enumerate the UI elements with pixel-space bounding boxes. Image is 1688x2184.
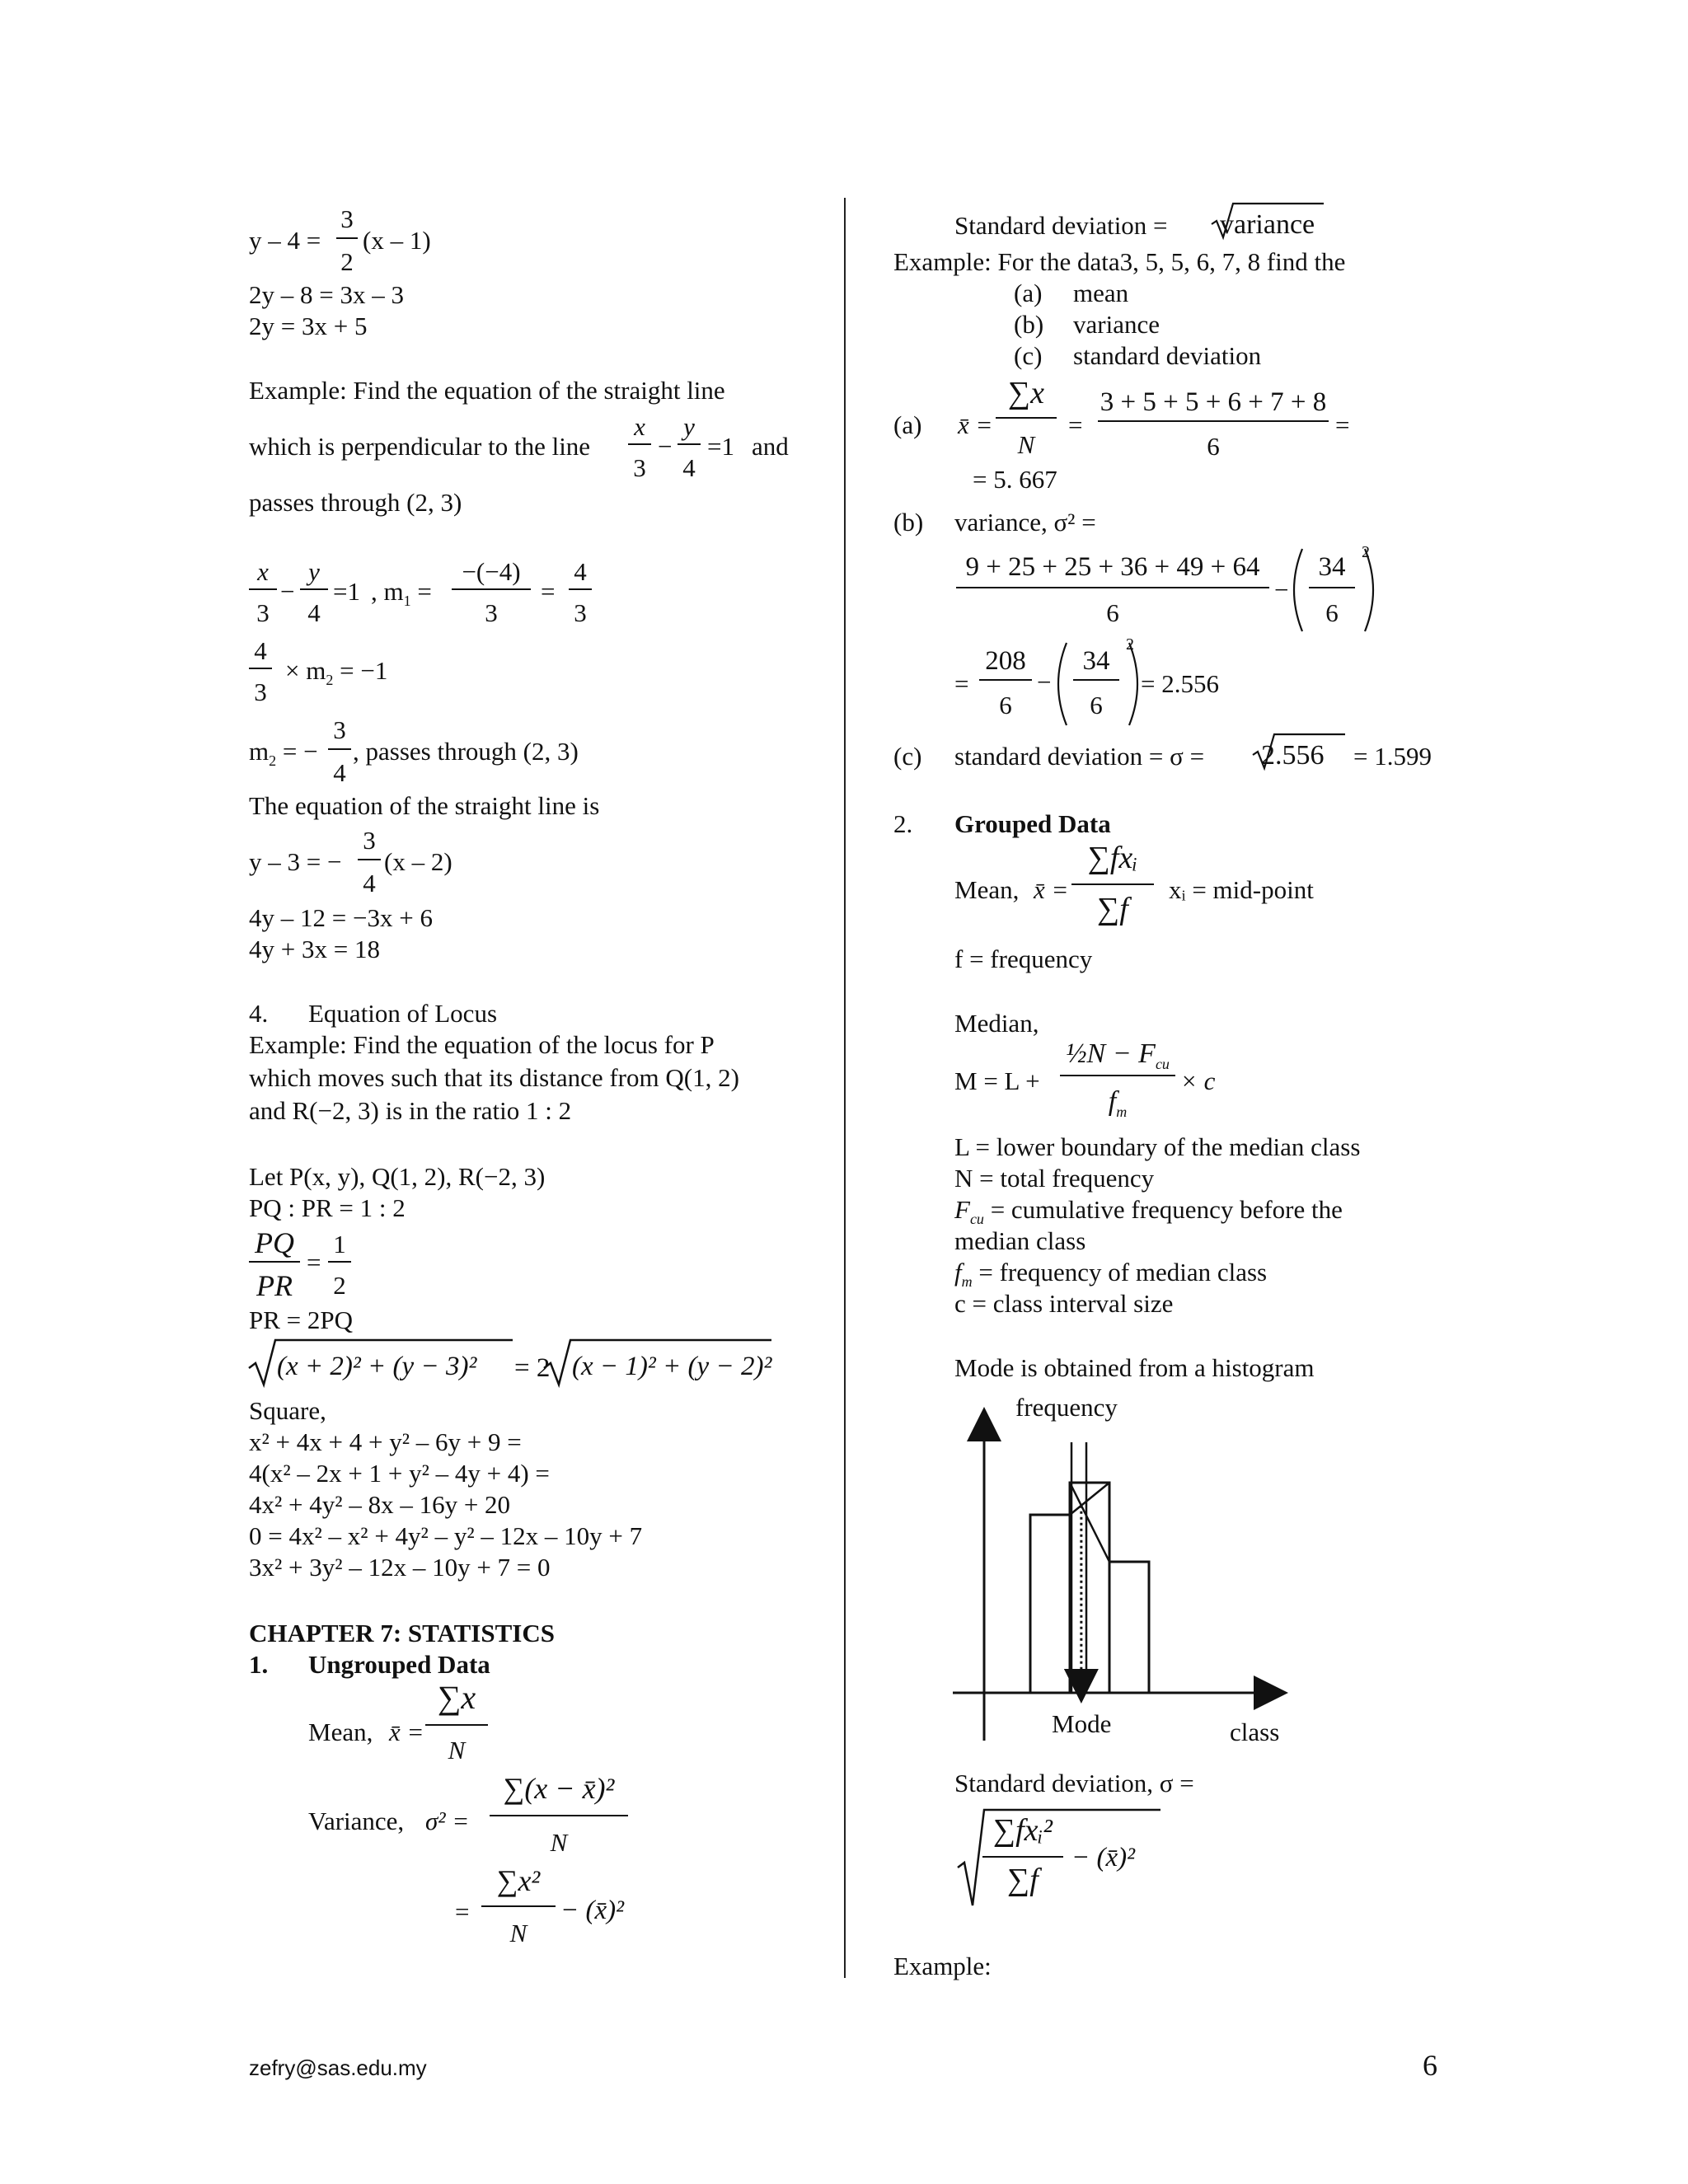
formula-label: Standard deviation, σ = bbox=[954, 1769, 1194, 1797]
example-text: which moves such that its distance from Q(1, 2) bbox=[249, 1063, 739, 1092]
fraction-bar bbox=[336, 237, 358, 239]
fraction-numerator: 4 bbox=[574, 557, 587, 586]
equation-text: x̄ = bbox=[1034, 875, 1069, 904]
body-text: The equation of the straight line is bbox=[249, 791, 600, 820]
fraction-bar bbox=[452, 588, 531, 590]
fraction-bar bbox=[996, 417, 1057, 419]
fraction-numerator: y bbox=[308, 557, 320, 586]
result-text: = 2.556 bbox=[1141, 669, 1219, 698]
fraction-numerator: 3 bbox=[363, 826, 376, 855]
fraction-denominator: N bbox=[448, 1736, 466, 1765]
fraction-denominator: 3 bbox=[633, 453, 646, 482]
fraction-bar bbox=[481, 1905, 556, 1907]
fraction-bar bbox=[982, 1856, 1063, 1858]
formula-label: Mean, bbox=[308, 1718, 373, 1746]
equation-text: , m bbox=[371, 577, 404, 606]
fraction-denominator: 4 bbox=[363, 869, 376, 898]
fraction-denominator: 3 bbox=[485, 598, 498, 627]
equation-text: y – 3 = − bbox=[249, 847, 342, 876]
footer-email[interactable]: zefry@sas.edu.my bbox=[249, 2055, 427, 2080]
equation-text: variance, σ² = bbox=[954, 508, 1096, 537]
result-text: = 1.599 bbox=[1353, 742, 1432, 771]
fraction-numerator: PQ bbox=[255, 1226, 294, 1259]
equation-text: = bbox=[455, 1897, 470, 1926]
equation-text: =1 bbox=[707, 432, 734, 461]
equation-text: M = L + bbox=[954, 1066, 1040, 1095]
option-text: mean bbox=[1073, 279, 1129, 307]
example-text: and bbox=[752, 432, 789, 461]
definition-text: median class bbox=[954, 1226, 1086, 1255]
fraction-numerator: ∑fxᵢ bbox=[1087, 841, 1138, 875]
chapter-heading: CHAPTER 7: STATISTICS bbox=[249, 1619, 555, 1647]
option-label: (a) bbox=[1014, 279, 1043, 307]
fraction-numerator: 3 + 5 + 5 + 6 + 7 + 8 bbox=[1100, 387, 1327, 417]
formula-label: Variance, bbox=[308, 1807, 405, 1835]
fraction-bar bbox=[956, 587, 1269, 588]
fraction-numerator: x bbox=[257, 557, 269, 586]
histogram-bar bbox=[1070, 1483, 1109, 1693]
histogram-bar bbox=[1109, 1562, 1149, 1693]
equation-text: (x – 1) bbox=[363, 226, 431, 255]
fraction-numerator: −(−4) bbox=[462, 557, 521, 586]
fraction-bar bbox=[569, 588, 592, 590]
fraction-denominator: 6 bbox=[1090, 691, 1103, 719]
definition-symbol: f bbox=[954, 1258, 962, 1286]
fraction-bar bbox=[328, 1261, 351, 1263]
subscript: 2 bbox=[269, 752, 277, 770]
equation-text: 0 = 4x² – x² + 4y² – y² – 12x – 10y + 7 bbox=[249, 1521, 643, 1550]
definition-text: c = class interval size bbox=[954, 1289, 1174, 1318]
fraction-bar bbox=[1098, 420, 1329, 422]
equation-text: = bbox=[541, 577, 556, 606]
fraction-numerator: ∑x² bbox=[496, 1864, 541, 1897]
option-text: standard deviation bbox=[1073, 341, 1262, 370]
exponent: 2 bbox=[1362, 543, 1370, 561]
sqrt-content: variance bbox=[1220, 209, 1315, 240]
column-divider bbox=[844, 198, 846, 1978]
equation-text: =1 bbox=[333, 577, 360, 606]
equation-text: y – 4 = bbox=[249, 226, 321, 255]
subscript: cu bbox=[1155, 1055, 1170, 1072]
fraction-denominator: PR bbox=[256, 1269, 293, 1302]
fraction-bar bbox=[300, 588, 328, 590]
equation-text: , passes through (2, 3) bbox=[353, 737, 579, 766]
fraction-bar bbox=[1071, 883, 1154, 885]
fraction-denominator: 6 bbox=[1325, 598, 1339, 627]
fraction-numerator: 3 bbox=[333, 715, 346, 744]
example-text: Example: Find the equation of the straight line bbox=[249, 376, 725, 405]
fraction-denominator: 6 bbox=[1106, 598, 1119, 627]
body-text: Mode is obtained from a histogram bbox=[954, 1353, 1315, 1382]
fraction-denominator: 3 bbox=[254, 677, 267, 706]
fraction-denominator: 3 bbox=[574, 598, 587, 627]
fraction-bar bbox=[425, 1724, 488, 1726]
equation-text: x̄ = bbox=[389, 1718, 424, 1746]
fraction-denominator: f bbox=[1108, 1086, 1117, 1117]
fraction-denominator: 6 bbox=[999, 691, 1012, 719]
equation-text: x² + 4x + 4 + y² – 6y + 9 = bbox=[249, 1427, 522, 1456]
fraction-bar bbox=[979, 679, 1032, 681]
subscript: cu bbox=[969, 1211, 984, 1228]
equation-text: = −1 bbox=[340, 656, 388, 685]
equation-text: 3x² + 3y² – 12x – 10y + 7 = 0 bbox=[249, 1553, 551, 1582]
equation-text: 4(x² – 2x + 1 + y² – 4y + 4) = bbox=[249, 1459, 550, 1488]
equation-text: 2y – 8 = 3x – 3 bbox=[249, 280, 404, 309]
equation-text: = − bbox=[282, 737, 318, 766]
fraction-numerator: 3 bbox=[340, 204, 354, 233]
equation-text: = bbox=[1335, 410, 1350, 439]
section-title: Ungrouped Data bbox=[308, 1650, 490, 1679]
equation-text: × m bbox=[285, 656, 326, 685]
equation-text: − (x̄)² bbox=[1071, 1843, 1136, 1872]
fraction-denominator: N bbox=[509, 1919, 528, 1947]
fraction-bar bbox=[249, 1261, 300, 1263]
result-text: = 5. 667 bbox=[973, 465, 1057, 494]
definition-text: f = frequency bbox=[954, 944, 1093, 973]
part-label: (c) bbox=[893, 742, 922, 771]
example-label: Example: bbox=[893, 1952, 992, 1980]
equation-text: = bbox=[417, 577, 432, 606]
fraction-numerator: ∑x bbox=[437, 1679, 476, 1716]
formula-label: Mean, bbox=[954, 875, 1020, 904]
equation-text: σ² = bbox=[425, 1807, 470, 1835]
cross-line bbox=[1070, 1483, 1109, 1562]
sqrt-content: (x − 1)² + (y − 2)² bbox=[572, 1352, 772, 1381]
fraction-bar bbox=[358, 859, 381, 860]
equation-text: = bbox=[954, 669, 969, 698]
example-text: Example: For the data3, 5, 5, 6, 7, 8 find the bbox=[893, 247, 1346, 276]
equation-text: = bbox=[1068, 410, 1083, 439]
body-text: Square, bbox=[249, 1396, 326, 1425]
fraction-denominator: 3 bbox=[256, 598, 270, 627]
section-title: Equation of Locus bbox=[308, 999, 498, 1028]
body-text: Let P(x, y), Q(1, 2), R(−2, 3) bbox=[249, 1162, 546, 1191]
section-number: 2. bbox=[893, 809, 913, 838]
option-label: (b) bbox=[1014, 310, 1044, 339]
section-title: Grouped Data bbox=[954, 809, 1111, 838]
equation-text: × c bbox=[1180, 1066, 1216, 1095]
sqrt-content: 2.556 bbox=[1261, 740, 1325, 771]
equation-text: x̄ = bbox=[958, 410, 993, 439]
subscript: 1 bbox=[403, 593, 411, 610]
page-number: 6 bbox=[1423, 2049, 1437, 2082]
equation-text: = 2 bbox=[514, 1353, 551, 1383]
histogram-mode-label: Mode bbox=[1052, 1709, 1112, 1738]
fraction-denominator: 4 bbox=[682, 453, 696, 482]
definition-symbol: F bbox=[954, 1195, 970, 1224]
sqrt-content: (x + 2)² + (y − 3)² bbox=[277, 1352, 477, 1381]
option-label: (c) bbox=[1014, 341, 1043, 370]
fraction-bar bbox=[490, 1815, 628, 1816]
fraction-bar bbox=[678, 443, 701, 445]
fraction-numerator: y bbox=[683, 412, 695, 441]
histogram-bar bbox=[1030, 1515, 1070, 1693]
equation-text: standard deviation = σ = bbox=[954, 742, 1205, 771]
equation-text: PR = 2PQ bbox=[249, 1305, 354, 1334]
section-number: 1. bbox=[249, 1650, 269, 1679]
fraction-denominator: N bbox=[550, 1828, 568, 1857]
fraction-bar bbox=[1309, 587, 1355, 588]
fraction-numerator: x bbox=[634, 412, 645, 441]
fraction-bar bbox=[249, 668, 272, 669]
definition-text: xᵢ = mid-point bbox=[1169, 875, 1314, 904]
cross-line bbox=[1070, 1483, 1109, 1515]
definition-text: = cumulative frequency before the bbox=[990, 1195, 1343, 1224]
fraction-bar bbox=[628, 443, 651, 445]
formula-label: Median, bbox=[954, 1009, 1039, 1038]
fraction-bar bbox=[1073, 679, 1119, 681]
fraction-numerator: 9 + 25 + 25 + 36 + 49 + 64 bbox=[965, 552, 1260, 582]
equation-text: PQ : PR = 1 : 2 bbox=[249, 1193, 406, 1222]
definition-text: = frequency of median class bbox=[978, 1258, 1268, 1286]
histogram-graphic bbox=[940, 1393, 1294, 1755]
definition-text: L = lower boundary of the median class bbox=[954, 1132, 1361, 1161]
fraction-denominator: ∑f bbox=[1097, 892, 1128, 926]
equation-text: 4x² + 4y² – 8x – 16y + 20 bbox=[249, 1490, 511, 1519]
example-text: passes through (2, 3) bbox=[249, 488, 462, 517]
fraction-numerator: ½N − F bbox=[1066, 1038, 1156, 1069]
histogram-y-label: frequency bbox=[1015, 1393, 1118, 1422]
formula-label: Standard deviation = bbox=[954, 211, 1168, 240]
equation-text: m bbox=[249, 737, 270, 766]
fraction-denominator: 4 bbox=[307, 598, 321, 627]
part-label: (b) bbox=[893, 508, 924, 537]
equation-text: − bbox=[1274, 575, 1289, 604]
fraction-bar bbox=[328, 748, 351, 750]
fraction-denominator: 4 bbox=[333, 758, 346, 787]
fraction-numerator: ∑(x − x̄)² bbox=[503, 1772, 615, 1805]
fraction-denominator: N bbox=[1017, 430, 1035, 459]
fraction-numerator: 34 bbox=[1318, 552, 1346, 582]
definition-text: N = total frequency bbox=[954, 1164, 1155, 1193]
fraction-numerator: 4 bbox=[254, 636, 267, 665]
equation-text: (x – 2) bbox=[384, 847, 452, 876]
fraction-denominator: 6 bbox=[1207, 432, 1220, 461]
fraction-denominator: ∑f bbox=[1007, 1863, 1039, 1897]
fraction-numerator: 208 bbox=[985, 646, 1026, 676]
exponent: 2 bbox=[1126, 635, 1134, 654]
example-text: and R(−2, 3) is in the ratio 1 : 2 bbox=[249, 1096, 572, 1125]
part-label: (a) bbox=[893, 410, 922, 439]
equation-text: 2y = 3x + 5 bbox=[249, 312, 368, 340]
subscript: m bbox=[961, 1273, 973, 1291]
fraction-numerator: ∑x bbox=[1008, 376, 1044, 410]
fraction-bar bbox=[1060, 1075, 1175, 1076]
fraction-numerator: 1 bbox=[333, 1230, 346, 1258]
subscript: 2 bbox=[326, 672, 334, 689]
fraction-numerator: ∑fxᵢ² bbox=[993, 1813, 1053, 1848]
fraction-numerator: 34 bbox=[1082, 646, 1110, 676]
equation-text: 4y + 3x = 18 bbox=[249, 935, 380, 963]
fraction-denominator: 2 bbox=[333, 1271, 346, 1300]
equation-text: − bbox=[1037, 668, 1052, 696]
equation-text: 4y – 12 = −3x + 6 bbox=[249, 903, 433, 932]
option-text: variance bbox=[1073, 310, 1160, 339]
fraction-bar bbox=[249, 588, 277, 590]
histogram-x-label: class bbox=[1230, 1718, 1280, 1746]
subscript: m bbox=[1116, 1103, 1128, 1120]
section-number: 4. bbox=[249, 999, 269, 1028]
example-text: which is perpendicular to the line bbox=[249, 432, 591, 461]
equation-text: − (x̄)² bbox=[560, 1896, 625, 1925]
example-text: Example: Find the equation of the locus for P bbox=[249, 1030, 715, 1059]
fraction-denominator: 2 bbox=[340, 247, 354, 276]
